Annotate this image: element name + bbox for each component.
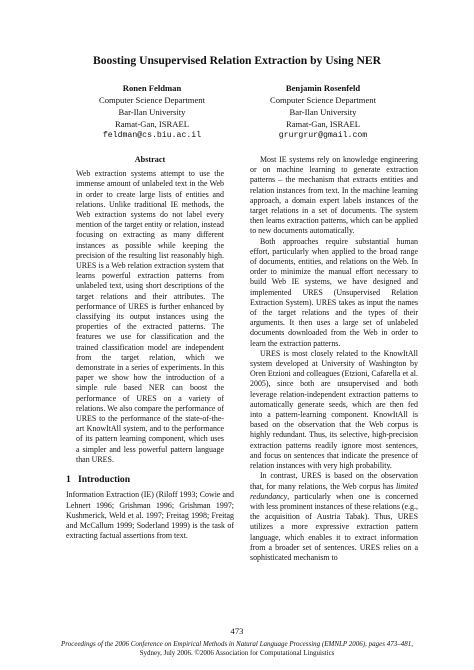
author-email[interactable]: grurgrur@gmail.com: [278, 131, 368, 140]
author-name: Ronen Feldman: [122, 83, 182, 93]
body-paragraph: [250, 471, 418, 563]
section-number: 1: [66, 474, 71, 486]
abstract-text: Web extraction systems attempt to use the immense amount of unlabeled text in the Web in order to create large lists of entities and relations. Unlike traditional IE methods, the Web extraction systems do not label every mention of the target entity or relation, instead focusing on extracting as many different instances as possible while keeping the precision of the resulting list reasonably high. URES is a Web relation extraction system that learns powerful extraction patterns from unlabeled text, using short descriptions of the target relations and their attributes. The performance of URES is further enhanced by classifying its output instances using the properties of the extracted patterns. The features we use for classification and the trained classification model are independent from the target relation, which we demonstrate in a series of experiments. In this paper we show how the introduction of a simple rule based NER can boost the performance of URES on a variety of relations. We also compare the performance of URES to the performance of the state-of-the-art KnowItAll system, and to the performance of its pattern learning component, which uses a simpler and less powerful pattern language than URES.: [76, 169, 224, 464]
paragraph-text: , particularly when one is concerned with less prominent instances of these relations (e.g., the acquisition of Austria Tabak). Thus, URES utilizes a more expressive extraction pattern language, which enables it to extract information from a broader set of sentences. URES relies on a sophisticated mechanism to: [250, 491, 418, 562]
author-institution: Bar-Ilan University: [118, 107, 186, 117]
author-institution: Bar-Ilan University: [289, 107, 357, 117]
section-title: Introduction: [78, 474, 131, 486]
author-block-1: [67, 82, 237, 142]
author-affiliation: Computer Science Department: [270, 95, 376, 105]
author-affiliation: Computer Science Department: [99, 95, 205, 105]
author-block-2: [238, 82, 408, 142]
right-column: [250, 155, 418, 563]
footer-copyright: Sydney, July 2006. ©2006 Association for Computational Linguistics: [139, 649, 335, 657]
paper-title: Boosting Unsupervised Relation Extraction by Using NER: [93, 54, 381, 67]
paragraph-text: In contrast, URES is based on the observation that, for many relations, the Web corpus has: [250, 471, 418, 491]
intro-paragraph: Information Extraction (IE) (Riloff 1993; Cowie and Lehnert 1996; Grishman 1996; Grishman 1997; Kushmerick, Weld et al. 1997; Freitag 1998; Freitag and McCallum 1999; Soderland 1999) is the task of extracting factual assertions from text.: [66, 490, 234, 541]
author-email[interactable]: feldman@cs.biu.ac.il: [102, 131, 202, 140]
author-location: Ramat-Gan, ISRAEL: [286, 119, 360, 129]
body-paragraph: URES is most closely related to the KnowItAll system developed at University of Washington by Oren Etzioni and colleagues (Etzioni, Cafarella et al. 2005), since both are unsupervised and both leverage relation-independent extraction patterns to automatically generate seeds, which are then fed into a pattern-learning component. KnowItAll is based on the observation that the Web corpus is highly redundant. Thus, its selective, high-precision extraction patterns readily ignore most sentences, and focus on sentences that indicate the presence of relation instances with very high probability.: [250, 348, 418, 471]
left-column: [66, 155, 234, 541]
body-paragraph: Most IE systems rely on knowledge engineering or on machine learning to generate extraction patterns – the mechanism that extracts entities and relation instances from text. In the machine learning approach, a domain expert labels instances of the target relations in a set of documents. The system then learns extraction patterns, which can be applied to new documents automatically.: [250, 155, 418, 236]
abstract-heading: Abstract: [134, 155, 166, 164]
author-location: Ramat-Gan, ISRAEL: [115, 119, 189, 129]
section-heading: [66, 475, 234, 485]
emphasis-text: limited redundancy: [250, 481, 418, 501]
footer-proceedings: Proceedings of the 2006 Conference on Empirical Methods in Natural Language Processing (EMNLP 2006), pages 473–481,: [61, 640, 413, 648]
author-name: Benjamin Rosenfeld: [285, 83, 361, 93]
page-number: 473: [230, 626, 244, 636]
body-paragraph: Both approaches require substantial human effort, particularly when applied to the broad range of documents, entities, and relations on the Web. In order to minimize the manual effort necessary to build Web IE systems, we have designed and implemented URES (Unsupervised Relation Extraction System). URES takes as input the names of the target relations and the types of their arguments. It then uses a large set of unlabeled documents downloaded from the Web in order to learn the extraction patterns.: [250, 236, 418, 348]
